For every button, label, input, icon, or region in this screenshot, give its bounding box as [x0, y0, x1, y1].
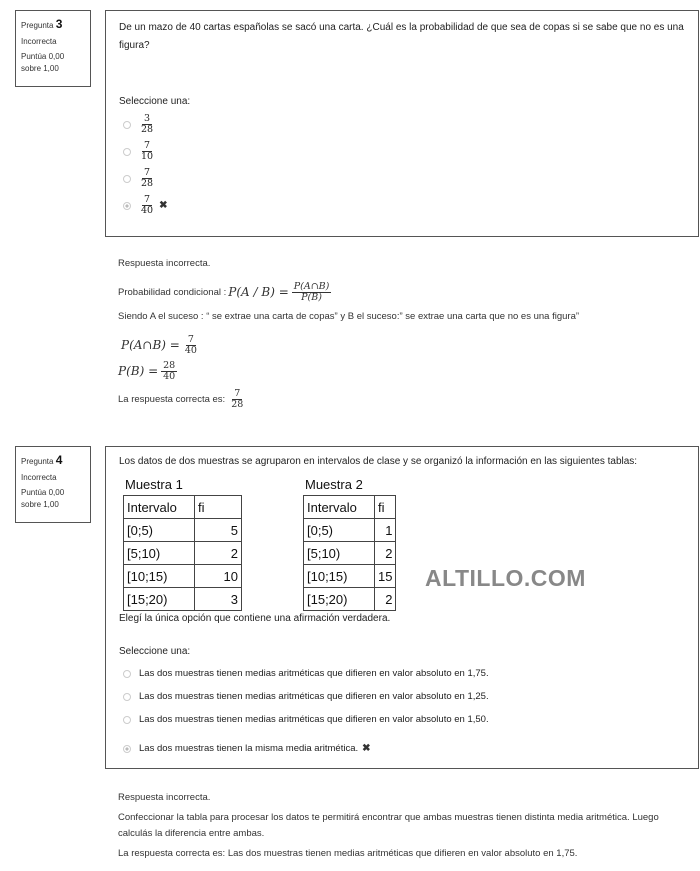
radio-button[interactable] [123, 121, 131, 129]
feedback-4 [118, 790, 688, 863]
table-cell: [5;10) [124, 542, 195, 565]
answer-option[interactable] [123, 165, 167, 192]
table-muestra-1 [123, 477, 242, 611]
question-info-4 [15, 446, 91, 523]
incorrect-x-icon: ✖ [362, 743, 371, 754]
table-row [124, 542, 242, 565]
table-cell: 15 [375, 565, 396, 588]
table-row [304, 519, 396, 542]
select-prompt: Seleccione una: [119, 96, 191, 107]
radio-button[interactable] [123, 175, 131, 183]
feedback-explanation: Confeccionar la tabla para procesar los datos te permitirá encontrar que ambas muestras tienen distinta media aritmética. Luego calculás la diferencia entre ambas. [118, 811, 659, 840]
column-header: Intervalo [124, 496, 195, 519]
table-row [124, 565, 242, 588]
answer-option[interactable] [123, 685, 489, 708]
table-row [304, 565, 396, 588]
fraction: $\frac{7}{10}$ [141, 140, 154, 162]
table-cell: 3 [195, 588, 242, 611]
fraction: $\frac{7}{40}$ [184, 333, 197, 356]
table-cell: [15;20) [304, 588, 375, 611]
table-row [124, 519, 242, 542]
radio-button[interactable] [123, 148, 131, 156]
table-header-row [304, 496, 396, 519]
formula-pb: P(B) = $\frac{28}{40}$ [118, 359, 176, 382]
table-cell: 2 [375, 542, 396, 565]
table-cell: [15;20) [124, 588, 195, 611]
option-label: Las dos muestras tienen la misma media aritmética. [139, 743, 359, 754]
incorrect-x-icon: ✖ [159, 200, 168, 211]
question-box-4 [105, 446, 699, 769]
radio-button[interactable] [123, 670, 131, 678]
answer-option[interactable] [123, 662, 489, 685]
radio-button[interactable] [123, 716, 131, 724]
radio-button-checked[interactable] [123, 745, 131, 753]
table-row [304, 588, 396, 611]
radio-button[interactable] [123, 693, 131, 701]
radio-button-checked[interactable] [123, 202, 131, 210]
fraction: $\frac{3}{28}$ [141, 113, 154, 135]
question-number: Pregunta 3 [21, 17, 63, 31]
table-cell: 1 [375, 519, 396, 542]
question-score: Puntúa 0,00 sobre 1,00 [21, 52, 65, 73]
question-text: Los datos de dos muestras se agruparon en intervalos de clase y se organizó la información en las siguientes tablas: [119, 456, 638, 467]
answer-options [123, 111, 167, 219]
table-cell: [10;15) [304, 565, 375, 588]
question-number: Pregunta 4 [21, 453, 63, 467]
fraction: $\frac{28}{40}$ [163, 359, 176, 382]
altillo-watermark: ALTILLO.COM [425, 565, 586, 591]
conditional-formula: Probabilidad condicional : P(A / B) = $\frac{P(A\cap B)}{P(B)}$ [118, 280, 330, 303]
instruction-text: Elegí la única opción que contiene una afirmación verdadera. [119, 613, 391, 624]
question-status: Incorrecta [21, 37, 57, 46]
answer-option-selected[interactable] [123, 192, 167, 219]
answer-option[interactable] [123, 111, 167, 138]
feedback-3 [118, 258, 688, 411]
events-definition: Siendo A el suceso : “ se extrae una carta de copas” y B el suceso:” se extrae una carta que no es una figura” [118, 311, 580, 322]
correct-answer: La respuesta correcta es: Las dos muestras tienen medias aritméticas que difieren en valor absoluto en 1,75. [118, 847, 578, 859]
data-table [123, 495, 242, 611]
data-table [303, 495, 396, 611]
table-title: Muestra 1 [125, 477, 183, 492]
table-muestra-2 [303, 477, 396, 611]
table-cell: 5 [195, 519, 242, 542]
fraction: $\frac{P(A\cap B)}{P(B)}$ [293, 280, 330, 303]
column-header: fi [375, 496, 396, 519]
question-status: Incorrecta [21, 473, 57, 482]
option-label: Las dos muestras tienen medias aritméticas que difieren en valor absoluto en 1,25. [139, 691, 489, 702]
table-header-row [124, 496, 242, 519]
table-cell: [5;10) [304, 542, 375, 565]
question-text: De un mazo de 40 cartas españolas se sacó una carta. ¿Cuál es la probabilidad de que sea de copas si se sabe que no es una figura? [119, 22, 684, 51]
fraction: $\frac{7}{28}$ [231, 387, 244, 410]
answer-option[interactable] [123, 138, 167, 165]
option-label: Las dos muestras tienen medias aritméticas que difieren en valor absoluto en 1,50. [139, 714, 489, 725]
answer-option-selected[interactable] [123, 737, 489, 760]
feedback-status: Respuesta incorrecta. [118, 258, 211, 269]
question-info-3 [15, 10, 91, 87]
feedback-status: Respuesta incorrecta. [118, 792, 211, 803]
fraction: $\frac{7}{40}$ [141, 194, 154, 216]
table-cell: 2 [375, 588, 396, 611]
column-header: fi [195, 496, 242, 519]
table-cell: [0;5) [124, 519, 195, 542]
formula-pab: P(A∩B) = $\frac{7}{40}$ [121, 333, 197, 356]
question-score: Puntúa 0,00 sobre 1,00 [21, 488, 65, 509]
table-title: Muestra 2 [305, 477, 363, 492]
correct-answer: La respuesta correcta es: $\frac{7}{28}$ [118, 387, 244, 410]
table-cell: [10;15) [124, 565, 195, 588]
select-prompt: Seleccione una: [119, 646, 191, 657]
question-box-3 [105, 10, 699, 237]
fraction: $\frac{7}{28}$ [141, 167, 154, 189]
table-cell: 10 [195, 565, 242, 588]
option-label: Las dos muestras tienen medias aritméticas que difieren en valor absoluto en 1,75. [139, 668, 489, 679]
answer-options [123, 662, 489, 760]
table-cell: [0;5) [304, 519, 375, 542]
column-header: Intervalo [304, 496, 375, 519]
answer-option[interactable] [123, 708, 489, 731]
table-cell: 2 [195, 542, 242, 565]
table-row [304, 542, 396, 565]
table-row [124, 588, 242, 611]
